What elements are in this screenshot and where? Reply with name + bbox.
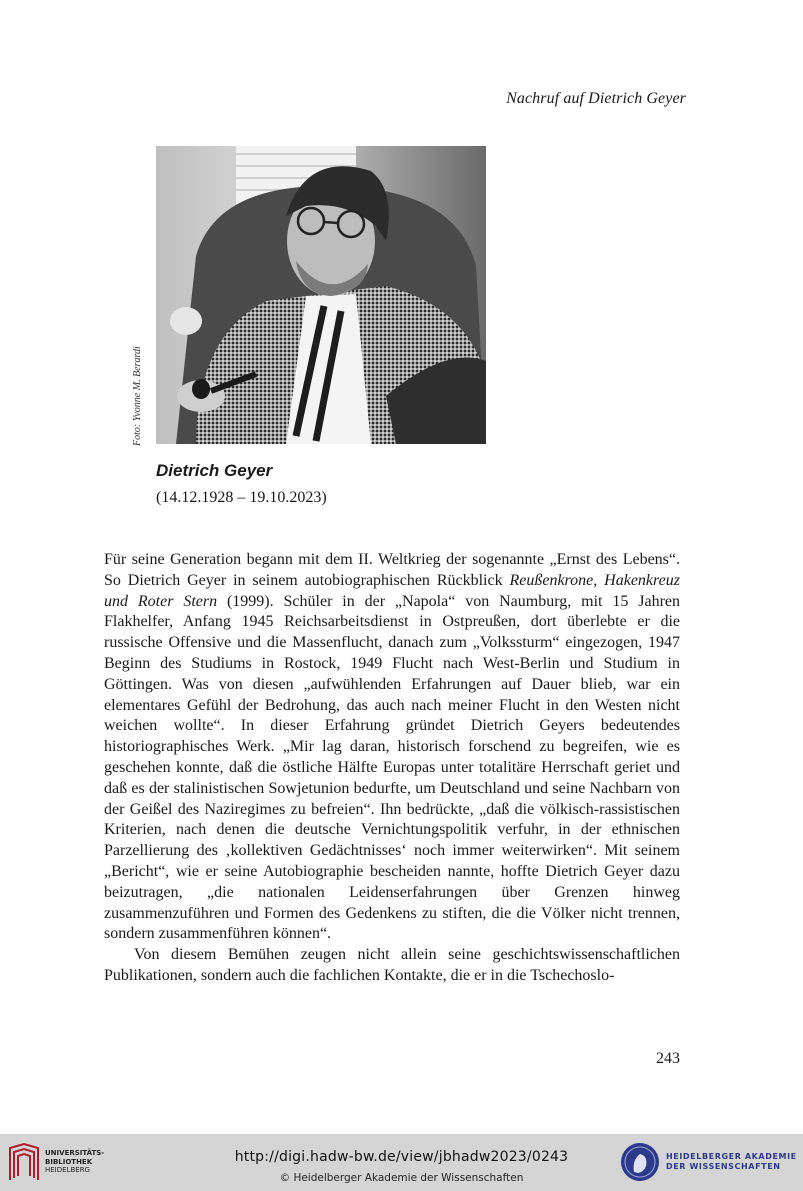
paragraph-2: Von diesem Bemühen zeugen nicht allein seine geschichtswissenschaftlichen Publikationen, sondern auch die fachlichen Kontakte, die er in die Tschechoslo- bbox=[104, 946, 680, 984]
running-head: Nachruf auf Dietrich Geyer bbox=[506, 90, 686, 107]
digital-url-link[interactable]: http://digi.hadw-bw.de/view/jbhadw2023/0243 bbox=[234, 1149, 569, 1165]
article-body bbox=[104, 550, 680, 987]
hadw-line2: DER WISSENSCHAFTEN bbox=[666, 1162, 781, 1171]
footer-bar bbox=[0, 1134, 803, 1191]
ub-logo-line2: BIBLIOTHEK bbox=[45, 1157, 93, 1166]
caption-name: Dietrich Geyer bbox=[156, 461, 273, 480]
portrait-photo bbox=[156, 146, 486, 444]
page-number: 243 bbox=[656, 1050, 680, 1067]
copyright-notice: © Heidelberger Akademie der Wissenschaften bbox=[279, 1172, 524, 1184]
paragraph-1-part-b: (1999). Schüler in der „Napola“ von Naumburg, mit 15 Jahren Flakhelfer, Anfang 1945 Reichsarbeitsdienst in Ostpreußen, dort überlebte er die russische Offensive und die Massenflucht, danach zum „Volkssturm“ eingezogen, 1947 Beginn des Studiums in Rostock, 1949 Flucht nach West-Berlin und Studium in Göttingen. Was von diesen „aufwühlenden Erfahrungen auf Dauer blieb, war ein elementares Gefühl der Bedrohung, das auch nach meiner Flucht in den Westen nicht weichen wollte“. In dieser Erfahrung gründet Dietrich Geyers bedeutendes historiographisches Werk. „Mir lag daran, historisch forschend zu begreifen, wie es geschehen konnte, daß die östliche Hälfte Europas unter totalitäre Herrschaft geriet und daß es der stalinistischen Sowjetunion bedurfte, um Deutschland und seine Nachbarn von der Geißel des Naziregimes zu befreien“. Ihn bedrückte, „daß die völkisch-rassistischen Kriterien, nach denen die deutsche Vernichtungspolitik verfuhr, in der ethnischen Parzellierung des ‚kollektiven Gedächtnisses‘ noch immer weiterwirken“. Mit seinem „Bericht“, wie er seine Autobiographie bescheiden nannte, hoffte Dietrich Geyer dazu beizutragen, „die nationalen Leidenserfahrungen über Grenzen hinweg zusammenzuführen und Formen des Gedenkens zu stiften, die die Völker nicht trennen, sondern zusammenführen können“. bbox=[104, 592, 680, 943]
photo-credit: Foto: Yvonne M. Berardi bbox=[132, 346, 143, 446]
ub-logo-line3: HEIDELBERG bbox=[45, 1166, 90, 1175]
caption-dates: (14.12.1928 – 19.10.2023) bbox=[156, 489, 327, 506]
hadw-seal-icon bbox=[620, 1142, 660, 1182]
paragraph-1 bbox=[104, 550, 680, 945]
hadw-line1: HEIDELBERGER AKADEMIE bbox=[666, 1152, 797, 1161]
book-title: Reußenkrone, Hakenkreuz und Roter Stern bbox=[104, 571, 680, 610]
hadw-logo[interactable] bbox=[620, 1142, 797, 1182]
ub-logo-line1: UNIVERSITÄTS- bbox=[45, 1149, 105, 1158]
paragraph-1-part-a: Für seine Generation begann mit dem II. Weltkrieg der sogenannte „Ernst des Lebens“. So Dietrich Geyer in seinem autobiographischen Rückblick bbox=[104, 551, 680, 589]
